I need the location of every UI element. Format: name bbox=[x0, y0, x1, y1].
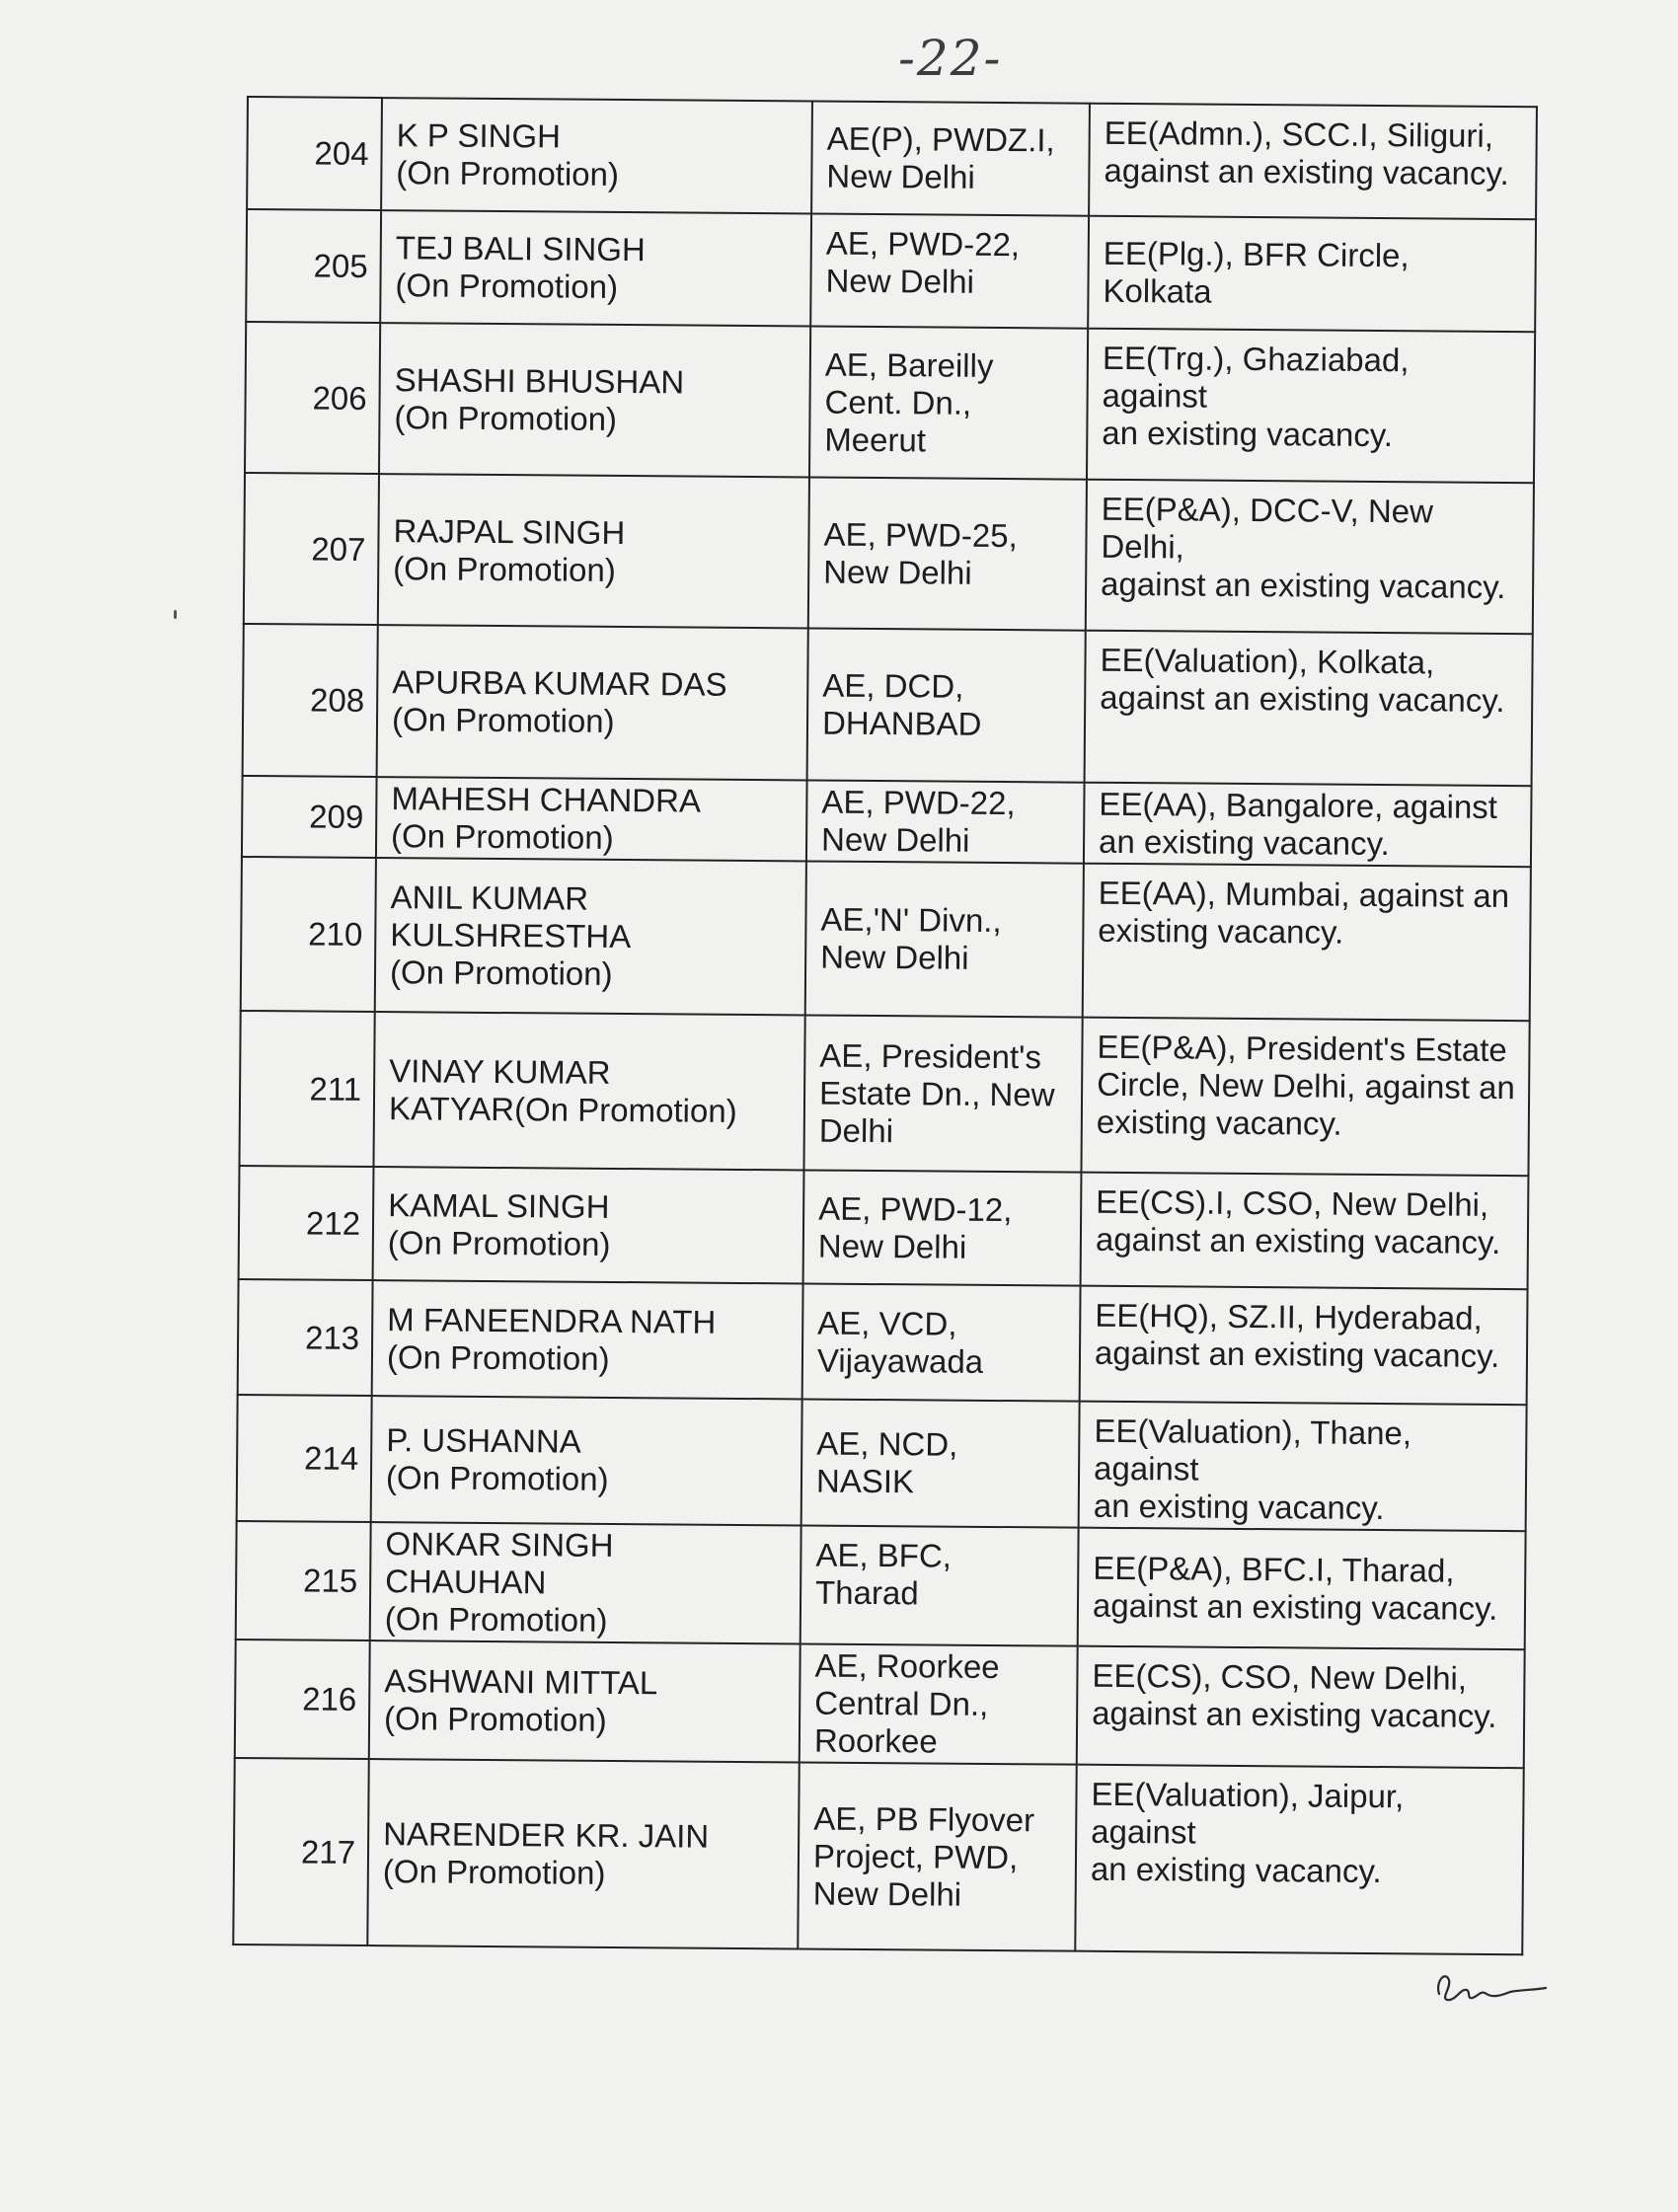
new-posting: EE(P&A), President's Estate Circle, New Delhi, against an existing vacancy. bbox=[1081, 1018, 1529, 1177]
officer-name: M FANEENDRA NATH (On Promotion) bbox=[372, 1280, 803, 1399]
serial-number: 211 bbox=[239, 1011, 374, 1167]
present-posting: AE, PB Flyover Project, PWD, New Delhi bbox=[798, 1762, 1076, 1950]
table-row bbox=[246, 209, 1536, 332]
table-row bbox=[239, 1166, 1529, 1289]
table-row bbox=[242, 776, 1532, 867]
table-row bbox=[241, 857, 1531, 1021]
officer-name: RAJPAL SINGH (On Promotion) bbox=[378, 474, 809, 628]
serial-number: 205 bbox=[246, 209, 381, 323]
officer-name: SHASHI BHUSHAN (On Promotion) bbox=[379, 323, 810, 477]
transfer-posting-table bbox=[232, 96, 1538, 1955]
new-posting: EE(CS).I, CSO, New Delhi, against an existing vacancy. bbox=[1081, 1173, 1529, 1290]
new-posting: EE(P&A), BFC.I, Tharad, against an existing vacancy. bbox=[1078, 1528, 1526, 1650]
present-posting: AE, PWD-25, New Delhi bbox=[808, 477, 1087, 630]
serial-number: 217 bbox=[233, 1758, 368, 1945]
new-posting: EE(CS), CSO, New Delhi, against an existing vacancy. bbox=[1077, 1646, 1525, 1769]
present-posting: AE, VCD, Vijayawada bbox=[802, 1283, 1081, 1401]
new-posting: EE(Admn.), SCC.I, Siliguri, against an existing vacancy. bbox=[1089, 104, 1537, 220]
officer-name: ASHWANI MITTAL (On Promotion) bbox=[369, 1640, 801, 1762]
table-row bbox=[238, 1279, 1528, 1405]
present-posting: AE, Roorkee Central Dn., Roorkee bbox=[800, 1643, 1078, 1764]
serial-number: 212 bbox=[239, 1166, 374, 1280]
serial-number: 214 bbox=[237, 1395, 372, 1522]
serial-number: 206 bbox=[245, 322, 380, 474]
scan-mark bbox=[174, 610, 177, 619]
table-row bbox=[244, 473, 1534, 634]
table-row bbox=[245, 322, 1535, 483]
new-posting: EE(HQ), SZ.II, Hyderabad, against an existing vacancy. bbox=[1080, 1286, 1528, 1406]
serial-number: 207 bbox=[244, 473, 379, 625]
table-row bbox=[233, 1758, 1523, 1954]
new-posting: EE(Valuation), Kolkata, against an existing vacancy. bbox=[1085, 631, 1533, 787]
present-posting: AE, NCD, NASIK bbox=[801, 1399, 1080, 1527]
officer-name: NARENDER KR. JAIN (On Promotion) bbox=[367, 1759, 799, 1948]
table-row bbox=[247, 97, 1537, 219]
table-row bbox=[235, 1640, 1525, 1768]
present-posting: AE, DCD, DHANBAD bbox=[807, 628, 1086, 782]
officer-name: KAMAL SINGH (On Promotion) bbox=[373, 1167, 804, 1283]
officer-name: VINAY KUMAR KATYAR(On Promotion) bbox=[373, 1012, 804, 1170]
officer-name: APURBA KUMAR DAS (On Promotion) bbox=[377, 625, 808, 780]
table-row bbox=[239, 1011, 1529, 1176]
officer-name: TEJ BALI SINGH (On Promotion) bbox=[380, 210, 811, 326]
serial-number: 213 bbox=[238, 1279, 373, 1396]
present-posting: AE, PWD-22, New Delhi bbox=[810, 213, 1089, 328]
officer-name: MAHESH CHANDRA (On Promotion) bbox=[376, 777, 807, 861]
serial-number: 210 bbox=[241, 857, 376, 1012]
present-posting: AE, President's Estate Dn., New Delhi bbox=[803, 1015, 1082, 1172]
new-posting: EE(Valuation), Jaipur, against an existing vacancy. bbox=[1075, 1765, 1523, 1955]
table-row bbox=[237, 1395, 1527, 1531]
present-posting: AE, PWD-12, New Delhi bbox=[803, 1170, 1082, 1285]
new-posting: EE(Valuation), Thane, against an existing vacancy. bbox=[1079, 1402, 1527, 1532]
serial-number: 216 bbox=[235, 1640, 370, 1759]
present-posting: AE,'N' Divn., New Delhi bbox=[805, 861, 1084, 1017]
serial-number: 215 bbox=[236, 1521, 371, 1640]
handwritten-signature bbox=[1431, 1964, 1550, 2014]
officer-name: ONKAR SINGH CHAUHAN (On Promotion) bbox=[370, 1522, 801, 1643]
page-number: -22- bbox=[898, 30, 1003, 87]
new-posting: EE(Plg.), BFR Circle, Kolkata bbox=[1088, 216, 1536, 333]
new-posting: EE(P&A), DCC-V, New Delhi, against an existing vacancy. bbox=[1086, 480, 1534, 635]
present-posting: AE, PWD-22, New Delhi bbox=[806, 780, 1085, 863]
officer-name: ANIL KUMAR KULSHRESTHA (On Promotion) bbox=[375, 858, 806, 1015]
officer-name: P. USHANNA (On Promotion) bbox=[371, 1396, 802, 1525]
new-posting: EE(AA), Bangalore, against an existing vacancy. bbox=[1084, 783, 1532, 868]
serial-number: 208 bbox=[243, 624, 378, 777]
serial-number: 204 bbox=[247, 97, 382, 210]
present-posting: AE, Bareilly Cent. Dn., Meerut bbox=[809, 326, 1088, 479]
new-posting: EE(AA), Mumbai, against an existing vacancy. bbox=[1083, 864, 1531, 1022]
officer-name: K P SINGH (On Promotion) bbox=[381, 98, 812, 213]
serial-number: 209 bbox=[242, 776, 377, 858]
present-posting: AE(P), PWDZ.I, New Delhi bbox=[811, 102, 1090, 216]
table-row bbox=[243, 624, 1533, 786]
new-posting: EE(Trg.), Ghaziabad, against an existing vacancy. bbox=[1087, 329, 1535, 484]
present-posting: AE, BFC, Tharad bbox=[801, 1525, 1079, 1645]
table-row bbox=[236, 1521, 1526, 1649]
